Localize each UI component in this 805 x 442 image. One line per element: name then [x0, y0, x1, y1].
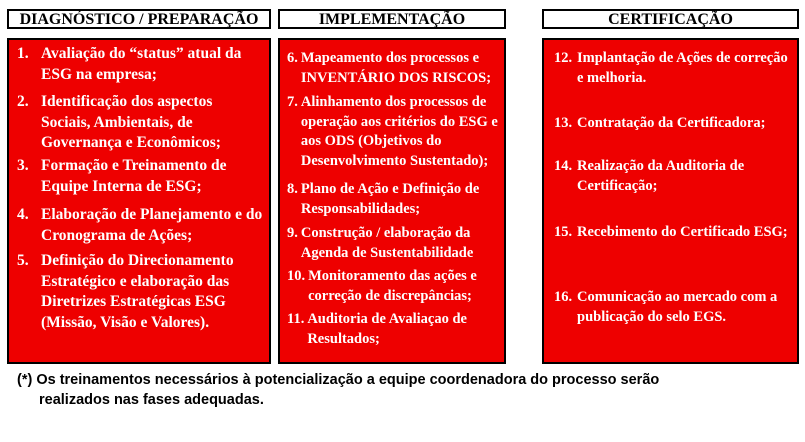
item-number: 15. [554, 224, 573, 240]
list-item [287, 180, 500, 219]
footnote-line-1: (*) Os treinamentos necessários à potencialização a equipe coordenadora do processo serão [17, 372, 660, 388]
item-number: 16. [554, 289, 573, 305]
list-item [287, 93, 500, 171]
list-item [287, 49, 500, 88]
item-number: 7. [287, 94, 298, 110]
item-text: Monitoramento das ações e correção de discrepâncias; [308, 268, 477, 304]
column-header-certificacao: CERTIFICAÇÃO [542, 9, 799, 29]
item-number: 14. [554, 158, 573, 174]
item-number: 2. [17, 93, 29, 110]
item-text: Recebimento do Certificado ESG; [577, 224, 788, 240]
column-header-implementacao: IMPLEMENTAÇÃO [278, 9, 506, 29]
item-number: 9. [287, 225, 298, 241]
item-text: Plano de Ação e Definição de Responsabilidades; [300, 181, 480, 217]
list-item [17, 251, 263, 333]
list-item [17, 92, 263, 154]
list-item [287, 224, 500, 263]
item-text: Auditoria de Avaliaçao de Resultados; [307, 311, 467, 347]
item-text: Definição do Direcionamento Estratégico e elaboração das Diretrizes Estratégicas ESG (Missão, Visão e Valores). [41, 252, 234, 331]
footnote [17, 370, 777, 410]
item-number: 11. [287, 311, 305, 327]
item-number: 6. [287, 50, 298, 66]
footnote-line-2: realizados nas fases adequadas. [39, 392, 264, 408]
item-text: Contratação da Certificadora; [577, 115, 766, 131]
item-text: Comunicação ao mercado com a publicação do selo EGS. [577, 289, 778, 325]
item-number: 10. [287, 268, 306, 284]
item-number: 8. [287, 181, 298, 197]
item-number: 1. [17, 45, 29, 62]
list-item [287, 310, 500, 349]
list-item [17, 44, 263, 85]
phase-box-implementacao [278, 38, 506, 364]
item-number: 4. [17, 206, 29, 223]
phase-box-diagnostico [7, 38, 271, 364]
item-number: 12. [554, 50, 573, 66]
item-number: 5. [17, 252, 29, 269]
item-text: Alinhamento dos processos de operação aos critérios do ESG e aos ODS (Objetivos do Desenvolvimento Sustentado); [300, 94, 498, 169]
list-item [287, 267, 500, 306]
list-item [554, 156, 793, 196]
list-item [17, 205, 263, 246]
list-item [554, 222, 793, 242]
item-text: Avaliação do “status” atual da ESG na empresa; [41, 45, 242, 83]
item-text: Construção / elaboração da Agenda de Sustentabilidade [300, 225, 474, 261]
column-header-diagnostico: DIAGNÓSTICO / PREPARAÇÃO [7, 9, 271, 29]
list-item [554, 113, 793, 133]
list-item [554, 287, 793, 327]
item-number: 3. [17, 157, 29, 174]
item-number: 13. [554, 115, 573, 131]
list-item [554, 48, 793, 88]
item-text: Realização da Auditoria de Certificação; [577, 158, 745, 194]
list-item [17, 156, 263, 197]
item-text: Mapeamento dos processos e INVENTÁRIO DOS RISCOS; [300, 50, 492, 86]
phase-box-certificacao [542, 38, 799, 364]
item-text: Elaboração de Planejamento e do Cronograma de Ações; [41, 206, 263, 244]
item-text: Formação e Treinamento de Equipe Interna de ESG; [41, 157, 227, 195]
item-text: Identificação dos aspectos Sociais, Ambientais, de Governança e Econômicos; [41, 93, 221, 151]
item-text: Implantação de Ações de correção e melhoria. [577, 50, 788, 86]
